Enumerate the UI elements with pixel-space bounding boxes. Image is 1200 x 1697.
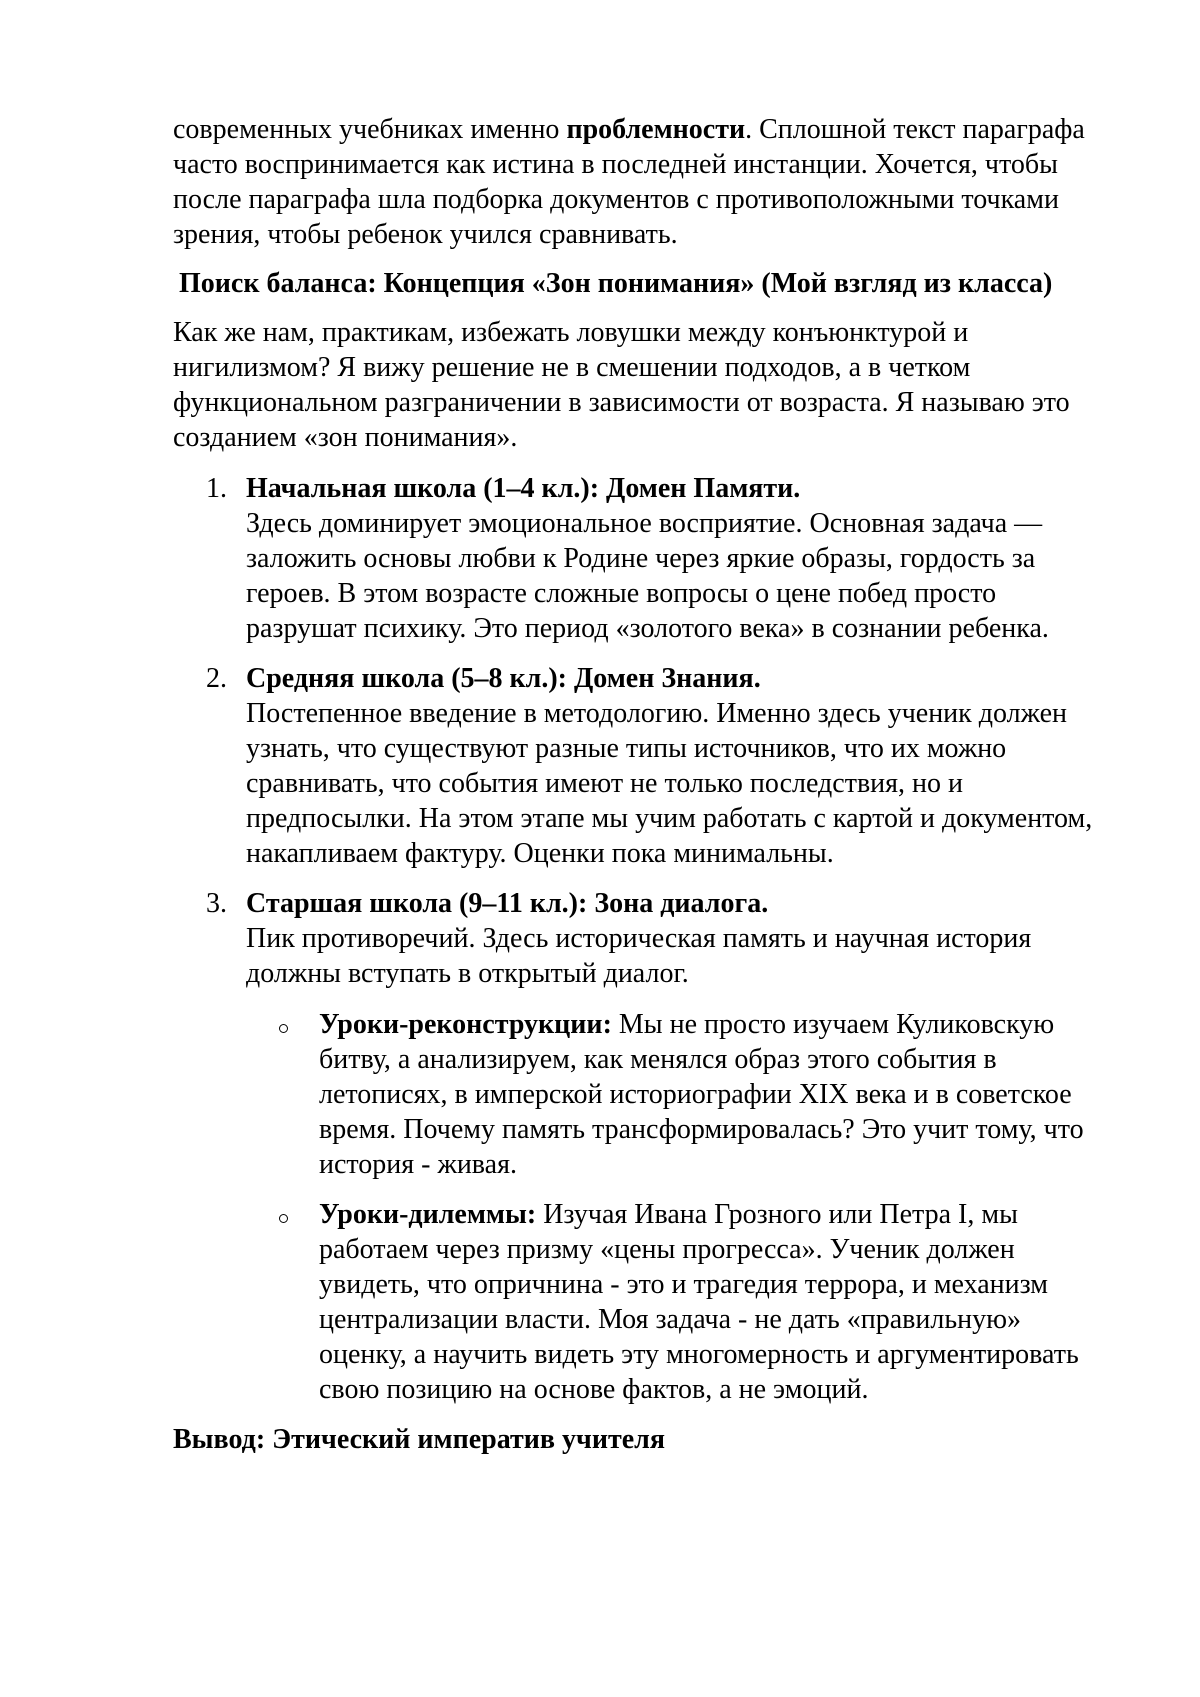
list-item-number: 1. [206, 473, 227, 504]
list-item [173, 661, 1113, 871]
conclusion-heading: Вывод: Этический императив учителя [173, 1424, 665, 1455]
list-item-title: Старшая школа (9–11 кл.): Зона диалога. [246, 888, 769, 919]
school-levels-list [173, 471, 1113, 1407]
list-item-number: 2. [206, 663, 227, 694]
page-content [173, 112, 1113, 1457]
intro-text-start: современных учебниках именно [173, 114, 567, 145]
sub-list-item [246, 1197, 1113, 1407]
sub-list-item-text: Мы не просто изучаем Куликовскую битву, а анализируем, как менялся образ этого события в летописях, в имперской историографии XIX века и в советское время. Почему память трансформировалась? Это учит тому, что история - живая. [319, 1009, 1084, 1180]
list-item [173, 886, 1113, 1407]
list-item-title: Средняя школа (5–8 кл.): Домен Знания. [246, 663, 761, 694]
circle-bullet-icon [279, 1024, 288, 1033]
section-heading: Поиск баланса: Концепция «Зон понимания» (Мой взгляд из класса) [179, 268, 1053, 299]
sub-list-item-term: Уроки-реконструкции: [319, 1009, 612, 1040]
lesson-types-list [246, 1007, 1113, 1407]
list-item [173, 471, 1113, 646]
sub-list-item-term: Уроки-дилеммы: [319, 1199, 537, 1230]
list-item-number: 3. [206, 888, 227, 919]
sub-list-item-text: Изучая Ивана Грозного или Петра I, мы работаем через призму «цены прогресса». Ученик должен увидеть, что опричнина - это и трагедия террора, и механизм централизации власти. Моя задача - не дать «правильную» оценку, а научить видеть эту многомерность и аргументировать свою позицию на основе фактов, а не эмоций. [319, 1199, 1079, 1405]
list-item-text: Постепенное введение в методологию. Именно здесь ученик должен узнать, что существуют разные типы источников, что их можно сравнивать, что события имеют не только последствия, но и предпосылки. На этом этапе мы учим работать с картой и документом, накапливаем фактуру. Оценки пока минимальны. [246, 698, 1093, 869]
circle-bullet-icon [279, 1214, 288, 1223]
list-item-text: Здесь доминирует эмоциональное восприятие. Основная задача — заложить основы любви к Родине через яркие образы, гордость за героев. В этом возрасте сложные вопросы о цене побед просто разрушат психику. Это период «золотого века» в сознании ребенка. [246, 508, 1049, 644]
section-paragraph: Как же нам, практикам, избежать ловушки между конъюнктурой и нигилизмом? Я вижу решение не в смешении подходов, а в четком функциональном разграничении в зависимости от возраста. Я называю это созданием «зон понимания». [173, 317, 1070, 453]
list-item-title: Начальная школа (1–4 кл.): Домен Памяти. [246, 473, 801, 504]
intro-paragraph [173, 112, 1103, 252]
sub-list-item [246, 1007, 1113, 1182]
intro-emphasis: проблемности [566, 114, 746, 145]
intro-text-end: . Сплошной текст параграфа часто воспринимается как истина в последней инстанции. Хочется, чтобы после параграфа шла подборка документов с противоположными точками зрения, чтобы ребенок учился сравнивать. [173, 114, 1085, 250]
list-item-text: Пик противоречий. Здесь историческая память и научная история должны вступать в открытый диалог. [246, 923, 1032, 989]
